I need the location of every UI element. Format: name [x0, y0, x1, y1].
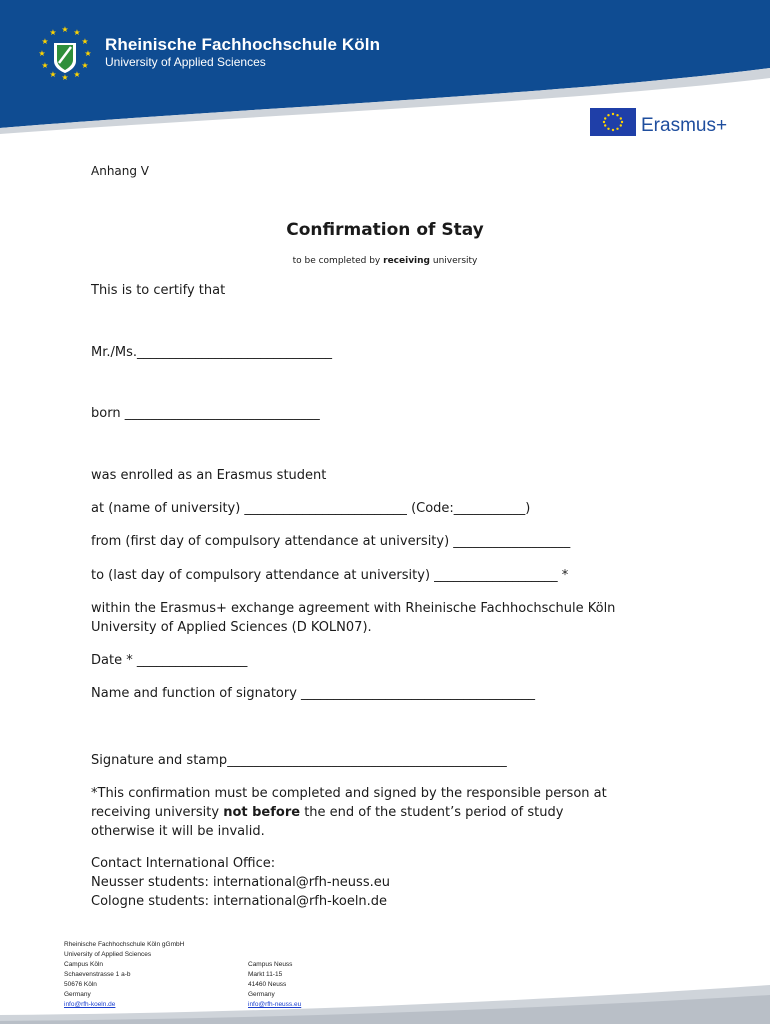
- contact-neuss: Neusser students: international@rfh-neuss.eu: [91, 875, 390, 890]
- svg-text:★: ★: [61, 73, 69, 81]
- footer-line: Markt 11-15: [248, 971, 283, 978]
- born-field-line: born ______________________________: [91, 406, 320, 421]
- signature-field-line: Signature and stamp___________________________________________: [91, 753, 507, 768]
- svg-text:★: ★: [81, 61, 89, 70]
- footer-swoosh: [0, 985, 770, 1024]
- svg-text:★: ★: [49, 28, 57, 37]
- note-line-2: receiving university not before the end of the student’s period of study: [91, 805, 564, 820]
- svg-text:★: ★: [41, 37, 49, 46]
- university-name: Rheinische Fachhochschule Köln: [105, 35, 381, 54]
- svg-text:★: ★: [49, 70, 57, 79]
- university-subtitle: University of Applied Sciences: [105, 55, 266, 69]
- svg-text:★: ★: [81, 37, 89, 46]
- contact-heading: Contact International Office:: [91, 856, 276, 871]
- footer-line: Rheinische Fachhochschule Köln gGmbH: [64, 941, 185, 948]
- signatory-field-line: Name and function of signatory ____________________________________: [91, 686, 536, 701]
- university-logo-icon: [35, 25, 95, 81]
- agreement-line-1: within the Erasmus+ exchange agreement with Rheinische Fachhochschule Köln: [91, 601, 616, 616]
- contact-cologne: Cologne students: international@rfh-koeln.de: [91, 894, 388, 909]
- page-title: Confirmation of Stay: [286, 220, 484, 240]
- svg-text:★: ★: [41, 61, 49, 70]
- date-field-line: Date * _________________: [91, 653, 248, 668]
- footer-line: 41460 Neuss: [248, 981, 287, 988]
- footer-line: Schaevenstrasse 1 a-b: [64, 971, 131, 978]
- erasmus-plus-label: Erasmus+: [641, 115, 728, 136]
- svg-text:★: ★: [73, 28, 81, 37]
- university-field-line: at (name of university) _________________________ (Code:___________): [91, 501, 531, 516]
- page-subtitle: to be completed by receiving university: [292, 256, 478, 266]
- note-line-1: *This confirmation must be completed and signed by the responsible person at: [91, 786, 607, 801]
- annex-label: Anhang V: [91, 164, 150, 178]
- footer-line: Campus Köln: [64, 961, 104, 968]
- to-date-field-line: to (last day of compulsory attendance at university) ___________________ *: [91, 568, 569, 583]
- svg-text:★: ★: [38, 49, 46, 58]
- footer-email-koeln-link[interactable]: info@rfh-koeln.de: [64, 1001, 116, 1008]
- agreement-line-2: University of Applied Sciences (D KOLN07).: [91, 620, 372, 635]
- footer-line: Germany: [248, 991, 275, 998]
- note-line-3: otherwise it will be invalid.: [91, 824, 265, 839]
- footer-email-neuss-link[interactable]: info@rfh-neuss.eu: [248, 1001, 302, 1008]
- from-date-field-line: from (first day of compulsory attendance at university) __________________: [91, 534, 571, 549]
- svg-text:★: ★: [61, 25, 69, 34]
- footer-line: 50676 Köln: [64, 981, 97, 988]
- certify-line: This is to certify that: [91, 283, 226, 298]
- footer-line: University of Applied Sciences: [64, 951, 152, 958]
- svg-text:★: ★: [73, 70, 81, 79]
- name-field-line: Mr./Ms.______________________________: [91, 345, 333, 360]
- footer-line: Germany: [64, 991, 91, 998]
- enrolled-line: was enrolled as an Erasmus student: [91, 468, 327, 483]
- svg-text:★: ★: [84, 49, 92, 58]
- eu-flag-icon: [590, 108, 636, 136]
- footer-line: Campus Neuss: [248, 961, 293, 968]
